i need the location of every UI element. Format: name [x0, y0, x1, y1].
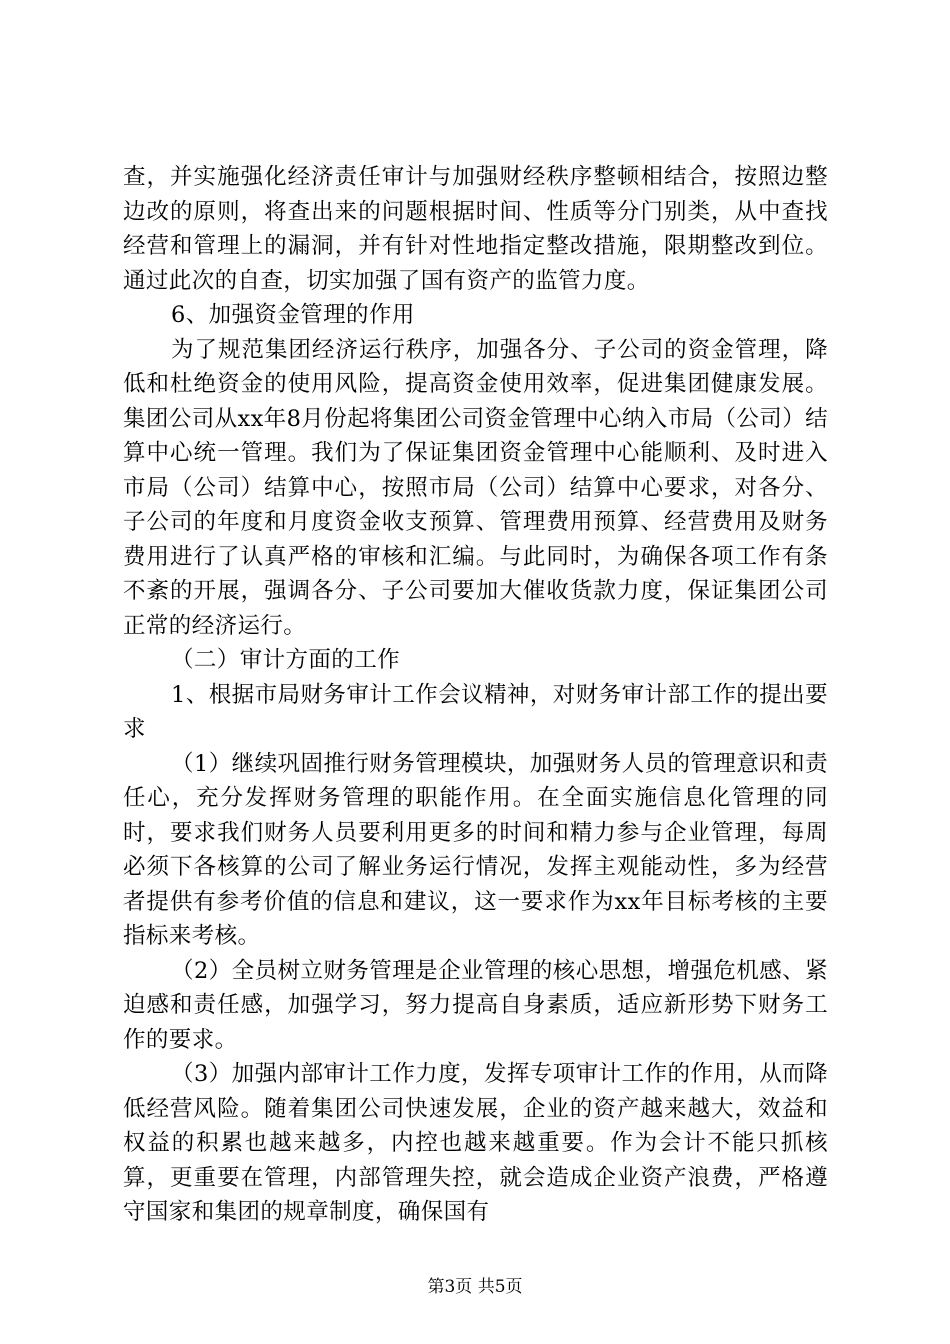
- paragraph-item-2: （2）全员树立财务管理是企业管理的核心思想，增强危机感、紧迫感和责任感，加强学习，努力提高自身素质，适应新形势下财务工作的要求。: [123, 957, 828, 1053]
- paragraph-item-3: （3）加强内部审计工作力度，发挥专项审计工作的作用，从而降低经营风险。随着集团公司快速发展，企业的资产越来越大，效益和权益的积累也越来越多，内控也越来越重要。作为会计不能只抓核算，更重要在管理，内部管理失控，就会造成企业资产浪费，严格遵守国家和集团的规章制度，确保国有: [123, 1061, 828, 1225]
- paragraph-intro: 查，并实施强化经济责任审计与加强财经秩序整顿相结合，按照边整边改的原则，将查出来的问题根据时间、性质等分门别类，从中查找经营和管理上的漏洞，并有针对性地指定整改措施，限期整改到位。通过此次的自查，切实加强了国有资产的监管力度。: [123, 164, 828, 294]
- paragraph-item-1: （1）继续巩固推行财务管理模块，加强财务人员的管理意识和责任心，充分发挥财务管理的职能作用。在全面实施信息化管理的同时，要求我们财务人员要利用更多的时间和精力参与企业管理，每周必须下各核算的公司了解业务运行情况，发挥主观能动性，多为经营者提供有参考价值的信息和建议，这一要求作为xx年目标考核的主要指标来考核。: [123, 750, 828, 949]
- document-body: [123, 160, 828, 1230]
- heading-fund-management: 6、加强资金管理的作用: [171, 302, 415, 328]
- page-footer: 第3页 共5页: [427, 1277, 523, 1297]
- heading-audit-work: （二）审计方面的工作: [171, 647, 401, 673]
- paragraph-fund-management: 为了规范集团经济运行秩序，加强各分、子公司的资金管理，降低和杜绝资金的使用风险，提高资金使用效率，促进集团健康发展。集团公司从xx年8月份起将集团公司资金管理中心纳入市局（公司）结算中心统一管理。我们为了保证集团资金管理中心能顺利、及时进入市局（公司）结算中心，按照市局（公司）结算中心要求，对各分、子公司的年度和月度资金收支预算、管理费用预算、经营费用及财务费用进行了认真严格的审核和汇编。与此同时，为确保各项工作有条不紊的开展，强调各分、子公司要加大催收货款力度，保证集团公司正常的经济运行。: [123, 336, 828, 639]
- paragraph-audit-requirements: 1、根据市局财务审计工作会议精神，对财务审计部工作的提出要求: [123, 681, 828, 742]
